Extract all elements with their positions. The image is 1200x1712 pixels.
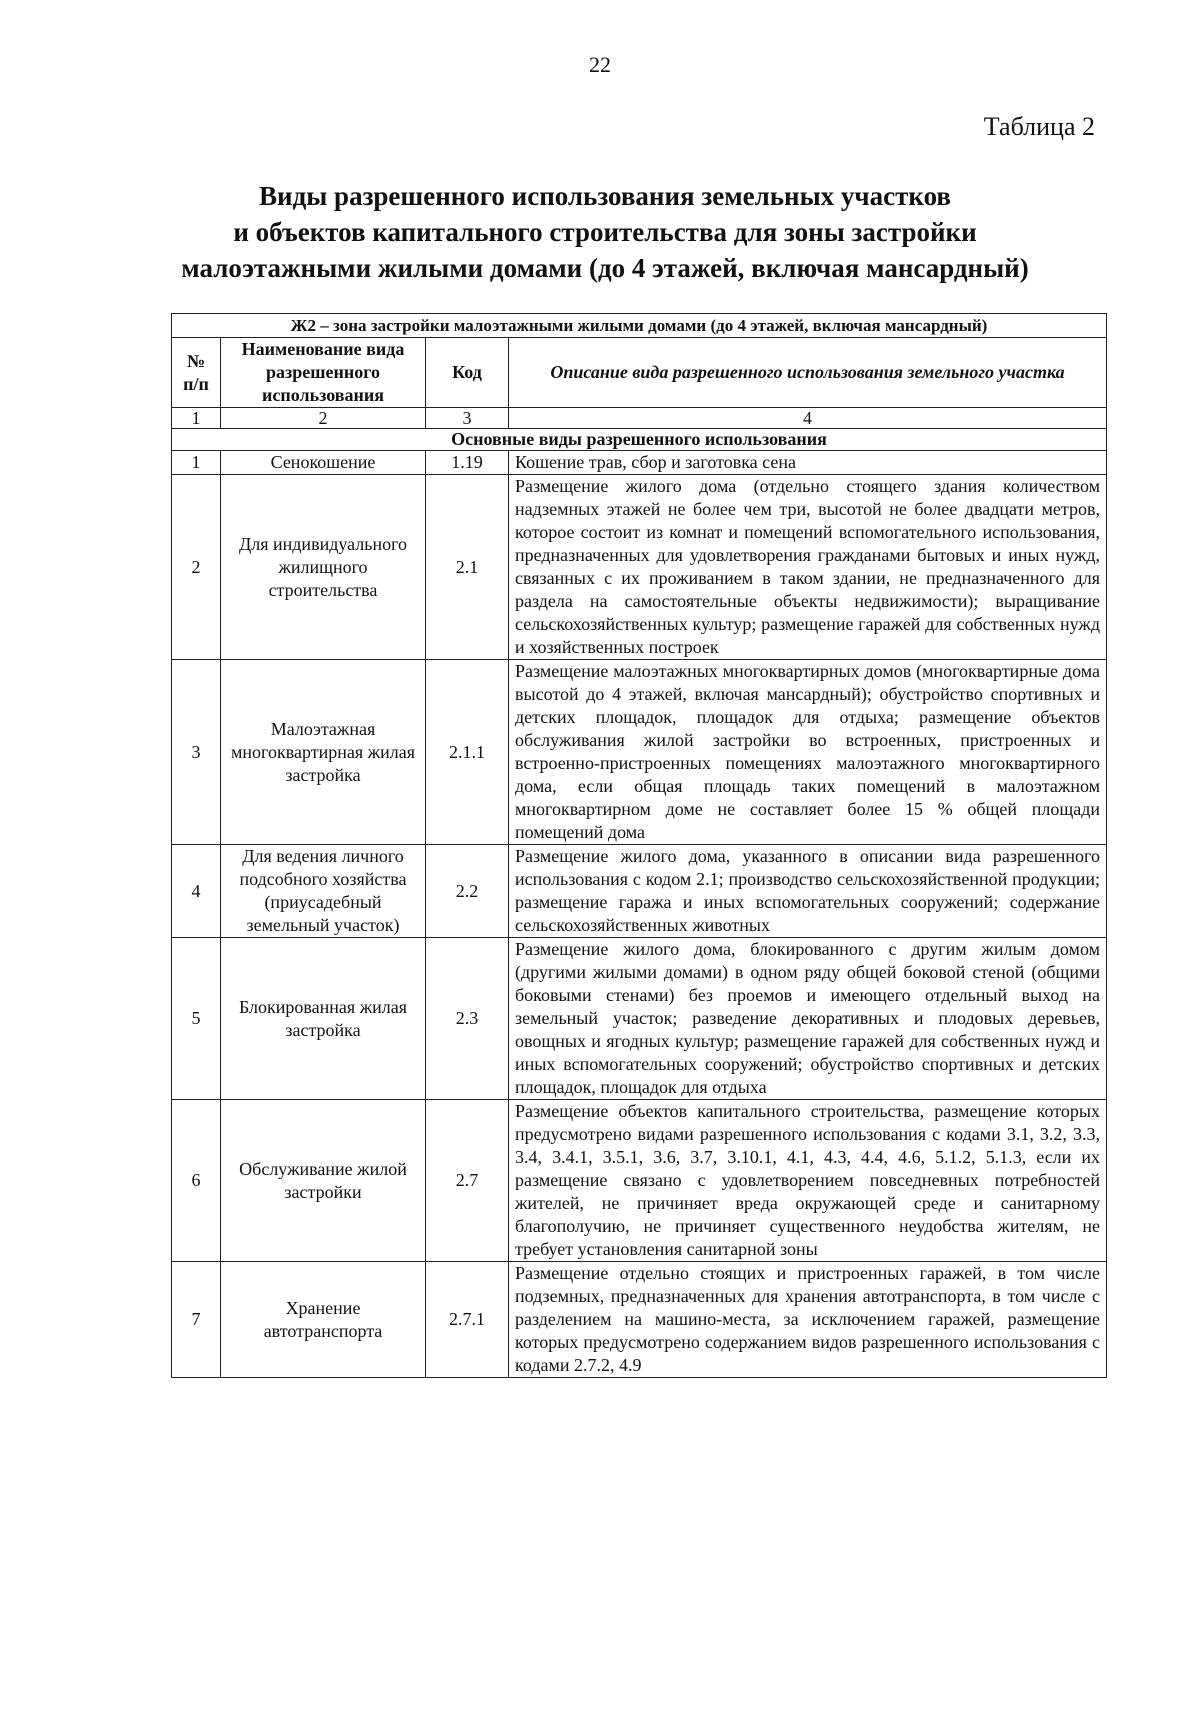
row-num: 5 [172,938,221,1100]
table-row [172,1262,1107,1378]
column-number: 4 [509,408,1107,429]
row-code: 2.7.1 [426,1262,509,1378]
row-name: Сенокошение [221,451,426,475]
header-num: № п/п [172,338,221,408]
column-header-row [172,338,1107,408]
table-row [172,1100,1107,1262]
header-desc: Описание вида разрешенного использования земельного участка [509,338,1107,408]
table-row [172,451,1107,475]
row-desc: Размещение жилого дома, блокированного с другим жилым домом (другими жилыми домами) в одном ряду общей боковой стеной (общими боковыми стенами) без проемов и имеющего отдельный выход на земельный участок; разведение декоративных и плодовых деревьев, овощных и ягодных культур; размещение гаражей для собственных нужд и иных вспомогательных сооружений; обустройство спортивных и детских площадок, площадок для отдыха [509,938,1107,1100]
row-name: Для ведения личного подсобного хозяйства (приусадебный земельный участок) [221,845,426,938]
row-name: Хранение автотранспорта [221,1262,426,1378]
row-num: 6 [172,1100,221,1262]
row-num: 7 [172,1262,221,1378]
table-row [172,475,1107,660]
row-code: 2.7 [426,1100,509,1262]
table-row [172,660,1107,845]
table-label: Таблица 2 [983,112,1095,141]
document-title [100,178,1110,286]
row-num: 4 [172,845,221,938]
row-desc: Размещение объектов капитального строительства, размещение которых предусмотрено видами разрешенного использования с кодами 3.1, 3.2, 3.3, 3.4, 3.4.1, 3.5.1, 3.6, 3.7, 3.10.1, 4.1, 4.3, 4.4, 4.6, 5.1.2, 5.1.3, если их размещение связано с удовлетворением повседневных потребностей жителей, не причиняет вреда окружающей среде и санитарному благополучию, не причиняет существенного неудобства жителям, не требует установления санитарной зоны [509,1100,1107,1262]
table-row [172,845,1107,938]
header-name: Наименование вида разрешенного использования [221,338,426,408]
column-number: 3 [426,408,509,429]
row-name: Блокированная жилая застройка [221,938,426,1100]
row-code: 1.19 [426,451,509,475]
row-num: 2 [172,475,221,660]
header-code: Код [426,338,509,408]
row-desc: Кошение трав, сбор и заготовка сена [509,451,1107,475]
row-num: 1 [172,451,221,475]
section-row [172,429,1107,451]
column-number: 1 [172,408,221,429]
row-desc: Размещение малоэтажных многоквартирных домов (многоквартирные дома высотой до 4 этажей, включая мансардный); обустройство спортивных и детских площадок, площадок для отдыха; размещение объектов обслуживания жилой застройки во встроенных, пристроенных и встроенно-пристроенных помещениях малоэтажного многоквартирного дома, если общая площадь таких помещений в малоэтажном многоквартирном доме не составляет более 15 % общей площади помещений дома [509,660,1107,845]
row-desc: Размещение жилого дома, указанного в описании вида разрешенного использования с кодом 2.1; производство сельскохозяйственной продукции; размещение гаража и иных вспомогательных сооружений; содержание сельскохозяйственных животных [509,845,1107,938]
row-code: 2.2 [426,845,509,938]
section-title: Основные виды разрешенного использования [172,429,1107,451]
zone-header-row [172,314,1107,338]
row-desc: Размещение отдельно стоящих и пристроенных гаражей, в том числе подземных, предназначенных для хранения автотранспорта, в том числе с разделением на машино-места, за исключением гаражей, размещение которых предусмотрено содержанием видов разрешенного использования с кодами 2.7.2, 4.9 [509,1262,1107,1378]
zone-header-cell: Ж2 – зона застройки малоэтажными жилыми домами (до 4 этажей, включая мансардный) [172,314,1107,338]
column-number: 2 [221,408,426,429]
title-line-2: и объектов капитального строительства для зоны застройки [233,217,977,247]
column-number-row [172,408,1107,429]
table-row [172,938,1107,1100]
land-use-table [171,313,1107,1378]
row-desc: Размещение жилого дома (отдельно стоящего здания количеством надземных этажей не более чем три, высотой не более двадцати метров, которое состоит из комнат и помещений вспомогательного использования, предназначенных для удовлетворения гражданами бытовых и иных нужд, связанных с их проживанием в таком здании, не предназначенного для раздела на самостоятельные объекты недвижимости); выращивание сельскохозяйственных культур; размещение гаражей для собственных нужд и хозяйственных построек [509,475,1107,660]
row-name: Малоэтажная многоквартирная жилая застройка [221,660,426,845]
row-name: Обслуживание жилой застройки [221,1100,426,1262]
title-line-3: малоэтажными жилыми домами (до 4 этажей, включая мансардный) [181,253,1029,283]
row-code: 2.1 [426,475,509,660]
title-line-1: Виды разрешенного использования земельных участков [259,181,951,211]
row-name: Для индивидуального жилищного строительства [221,475,426,660]
row-code: 2.1.1 [426,660,509,845]
row-num: 3 [172,660,221,845]
row-code: 2.3 [426,938,509,1100]
page-number: 22 [589,52,611,77]
